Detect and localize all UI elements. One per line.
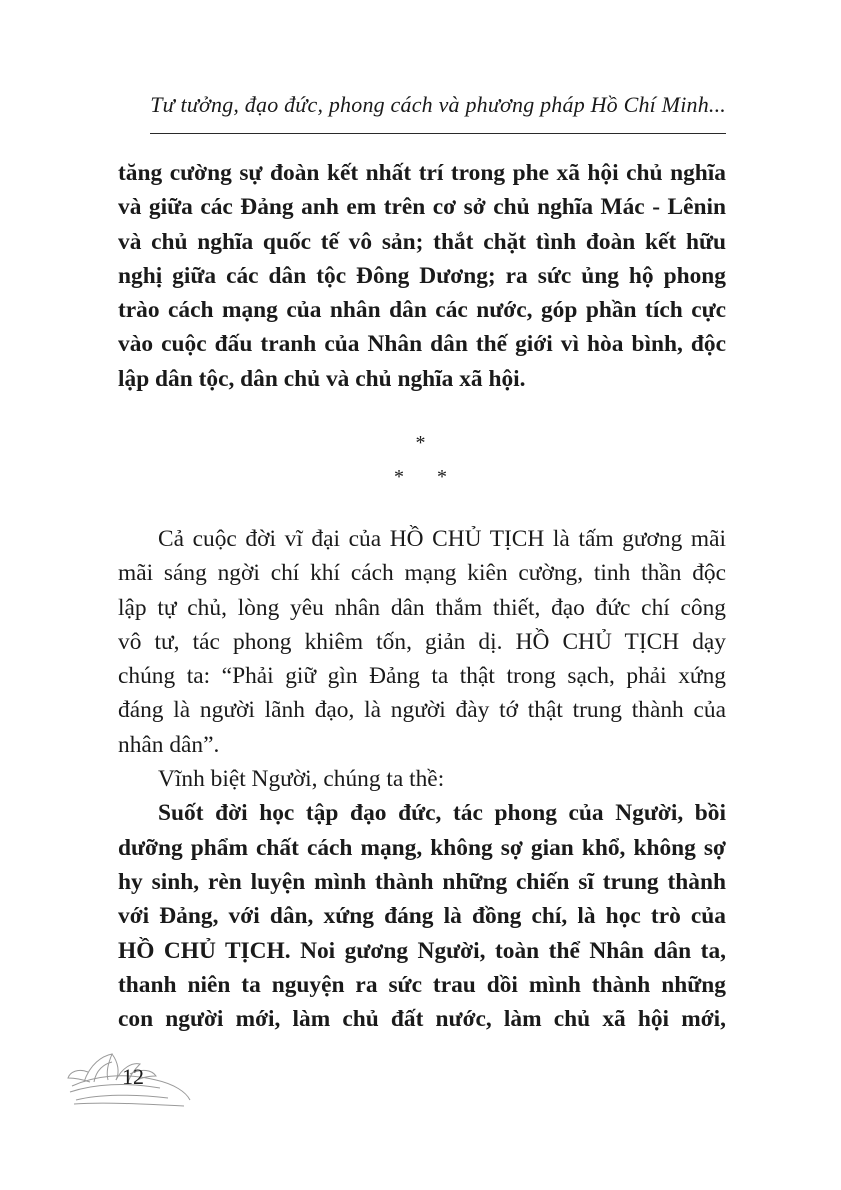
text-line: chúng ta: “Phải giữ gìn Đảng ta thật trong sạch, phải xứng	[118, 663, 726, 690]
text-line: trào cách mạng của nhân dân các nước, góp phần tích cực	[118, 297, 726, 324]
text-line: với Đảng, với dân, xứng đáng là đồng chí, là học trò của	[118, 903, 726, 930]
text-line: con người mới, làm chủ đất nước, làm chủ xã hội mới,	[118, 1006, 726, 1033]
text-line: dưỡng phẩm chất cách mạng, không sợ gian khổ, không sợ	[118, 834, 726, 861]
text-line: Cả cuộc đời vĩ đại của HỒ CHỦ TỊCH là tấm gương mãi	[158, 526, 726, 552]
paragraphs-2-4	[118, 522, 726, 1036]
text-line: hy sinh, rèn luyện mình thành những chiến sĩ trung thành	[118, 868, 726, 895]
text-line: và chủ nghĩa quốc tế vô sản; thắt chặt tình đoàn kết hữu	[118, 228, 726, 255]
text-line: tăng cường sự đoàn kết nhất trí trong phe xã hội chủ nghĩa	[118, 160, 726, 186]
header-rule	[150, 133, 726, 134]
running-header: Tư tưởng, đạo đức, phong cách và phương pháp Hồ Chí Minh...	[150, 92, 726, 117]
page-number: 12	[122, 1064, 144, 1089]
paragraph-1	[118, 156, 726, 396]
text-line: mãi sáng ngời chí khí cách mạng kiên cường, tinh thần độc	[118, 560, 726, 587]
text-line: lập tự chủ, lòng yêu nhân dân thắm thiết, đạo đức chí công	[118, 594, 726, 621]
separator-stars-bottom: * *	[394, 466, 447, 488]
text-line: nghị giữa các dân tộc Đông Dương; ra sức ủng hộ phong	[118, 262, 726, 289]
text-line: đáng là người lãnh đạo, là người đày tớ thật trung thành của	[118, 697, 726, 724]
text-line: HỒ CHỦ TỊCH. Noi gương Người, toàn thể Nhân dân ta,	[118, 937, 726, 964]
text-line: thanh niên ta nguyện ra sức trau dồi mình thành những	[118, 971, 726, 998]
paragraph-3: Vĩnh biệt Người, chúng ta thề:	[158, 766, 445, 793]
text-line: nhân dân”.	[118, 731, 220, 758]
text-line: vô tư, tác phong khiêm tốn, giản dị. HỒ CHỦ TỊCH dạy	[118, 628, 726, 655]
separator-star-top: *	[415, 432, 426, 454]
text-line: vào cuộc đấu tranh của Nhân dân thế giới vì hòa bình, độc	[118, 331, 726, 358]
text-line: Suốt đời học tập đạo đức, tác phong của Người, bồi	[158, 800, 726, 827]
text-line: lập dân tộc, dân chủ và chủ nghĩa xã hội.	[118, 365, 526, 392]
text-line: và giữa các Đảng anh em trên cơ sở chủ nghĩa Mác - Lênin	[118, 194, 726, 221]
